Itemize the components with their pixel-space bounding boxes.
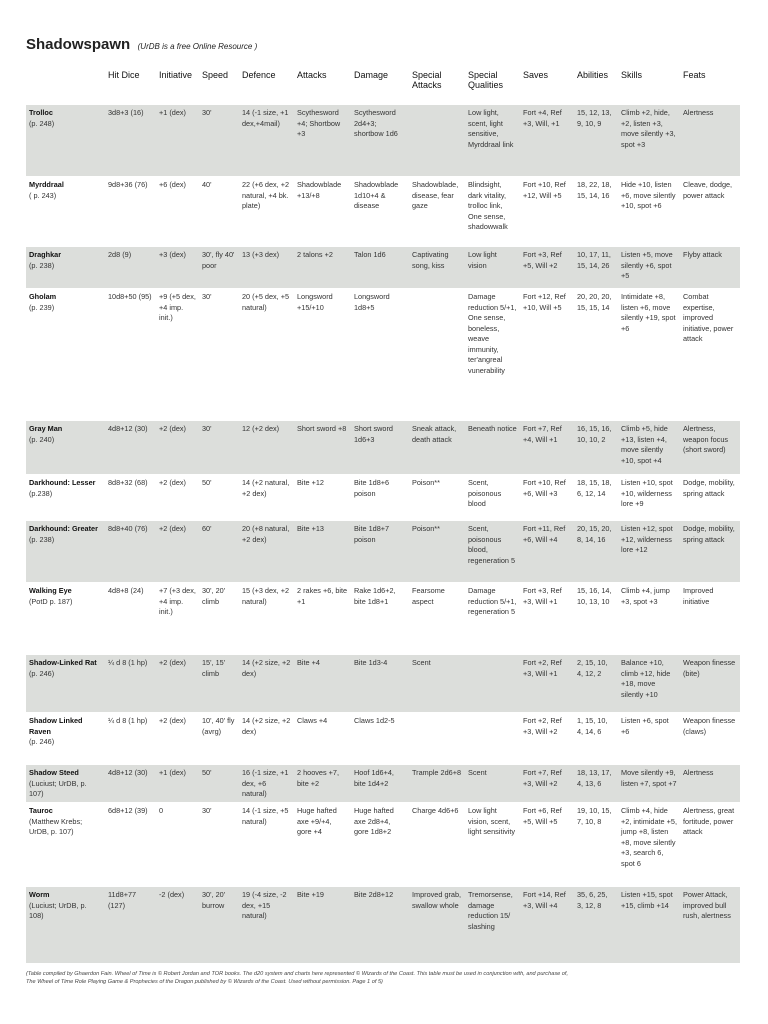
header-cell: Speed bbox=[202, 70, 229, 80]
cell-abilities: 20, 15, 20, 8, 14, 16 bbox=[574, 521, 618, 583]
cell-special-attacks: Sneak attack, death attack bbox=[409, 421, 465, 475]
creature-page-ref: (p. 240) bbox=[29, 434, 55, 444]
cell-hit-dice: 6d8+12 (39) bbox=[105, 803, 156, 887]
creature-page-ref: ( p. 243) bbox=[29, 190, 57, 200]
cell-defence: 14 (-1 size, +5 natural) bbox=[239, 803, 294, 887]
table-row bbox=[26, 289, 740, 421]
header-cell: Special Qualities bbox=[468, 70, 504, 90]
cell-hit-dice: ¼ d 8 (1 hp) bbox=[105, 713, 156, 765]
cell-skills: Move silently +9, listen +7, spot +7 bbox=[618, 765, 680, 803]
table-row bbox=[26, 247, 740, 289]
cell-saves: Fort +14, Ref +3, Will +4 bbox=[520, 887, 574, 963]
cell-defence: 19 (-4 size, -2 dex, +15 natural) bbox=[239, 887, 294, 963]
cell-hit-dice: 8d8+40 (76) bbox=[105, 521, 156, 583]
cell-feats: Flyby attack bbox=[680, 247, 740, 289]
creature-page-ref: (Luciust; UrDB, p. 108) bbox=[29, 900, 87, 920]
cell-initiative: +2 (dex) bbox=[156, 475, 199, 521]
cell-abilities: 16, 15, 16, 10, 10, 2 bbox=[574, 421, 618, 475]
header-cell: Attacks bbox=[297, 70, 327, 80]
cell-special-qualities: Damage reduction 5/+1, One sense, boneless, weave immunity, ter'angreal vunerability bbox=[465, 289, 520, 421]
table-row bbox=[26, 105, 740, 177]
cell-abilities: 18, 22, 18, 15, 14, 16 bbox=[574, 177, 618, 247]
header-cell: Saves bbox=[523, 70, 549, 80]
creature-page-ref: (p.238) bbox=[29, 488, 53, 498]
cell-defence: 15 (+3 dex, +2 natural) bbox=[239, 583, 294, 655]
creature-cell bbox=[26, 713, 105, 765]
cell-skills: Listen +15, spot +15, climb +14 bbox=[618, 887, 680, 963]
cell-saves: Fort +10, Ref +12, Will +5 bbox=[520, 177, 574, 247]
creature-name: Walking Eye bbox=[29, 586, 72, 595]
cell-skills: Intimidate +8, listen +6, move silently +19, spot +6 bbox=[618, 289, 680, 421]
creature-cell bbox=[26, 655, 105, 713]
cell-initiative: +2 (dex) bbox=[156, 713, 199, 765]
cell-initiative: +1 (dex) bbox=[156, 105, 199, 177]
cell-skills: Listen +6, spot +6 bbox=[618, 713, 680, 765]
creature-page-ref: (PotD p. 187) bbox=[29, 596, 73, 606]
table-row bbox=[26, 475, 740, 521]
table-row bbox=[26, 421, 740, 475]
cell-skills: Climb +4, hide +2, intimidate +5, jump +8, listen +8, move silently +3, search 6, spot 6 bbox=[618, 803, 680, 887]
cell-initiative: +7 (+3 dex, +4 imp. init.) bbox=[156, 583, 199, 655]
cell-skills: Listen +5, move silently +6, spot +5 bbox=[618, 247, 680, 289]
cell-speed: 30' bbox=[199, 289, 239, 421]
cell-special-attacks: Scent bbox=[409, 655, 465, 713]
cell-speed: 30', fly 40' poor bbox=[199, 247, 239, 289]
cell-special-qualities: Scent, poisonous blood, regeneration 5 bbox=[465, 521, 520, 583]
cell-saves: Fort +3, Ref +5, Will +2 bbox=[520, 247, 574, 289]
cell-abilities: 35, 6, 25, 3, 12, 8 bbox=[574, 887, 618, 963]
cell-initiative: +3 (dex) bbox=[156, 247, 199, 289]
cell-attacks: Shadowblade +13/+8 bbox=[294, 177, 351, 247]
cell-damage: Hoof 1d6+4, bite 1d4+2 bbox=[351, 765, 409, 803]
cell-abilities: 15, 12, 13, 9, 10, 9 bbox=[574, 105, 618, 177]
header-cell: Abilities bbox=[577, 70, 609, 80]
cell-attacks: Bite +4 bbox=[294, 655, 351, 713]
cell-feats: Alertness, weapon focus (short sword) bbox=[680, 421, 740, 475]
table-body bbox=[26, 105, 740, 963]
cell-defence: 20 (+5 dex, +5 natural) bbox=[239, 289, 294, 421]
creature-name: Shadow-Linked Rat bbox=[29, 658, 97, 667]
header-cell: Feats bbox=[683, 70, 706, 80]
cell-saves: Fort +2, Ref +3, Will +2 bbox=[520, 713, 574, 765]
cell-special-attacks: Captivating song, kiss bbox=[409, 247, 465, 289]
creature-name: Myrddraal bbox=[29, 180, 64, 189]
cell-damage: Scythesword 2d4+3; shortbow 1d6 bbox=[351, 105, 409, 177]
cell-special-qualities: Low light vision bbox=[465, 247, 520, 289]
cell-saves: Fort +3, Ref +3, Will +1 bbox=[520, 583, 574, 655]
cell-initiative: +6 (dex) bbox=[156, 177, 199, 247]
cell-saves: Fort +6, Ref +5, Will +5 bbox=[520, 803, 574, 887]
creature-page-ref: (p. 248) bbox=[29, 118, 55, 128]
cell-feats: Combat expertise, improved initiative, power attack bbox=[680, 289, 740, 421]
table-row bbox=[26, 765, 740, 803]
cell-skills: Climb +5, hide +13, listen +4, move silently +10, spot +4 bbox=[618, 421, 680, 475]
cell-attacks: Longsword +15/+10 bbox=[294, 289, 351, 421]
cell-abilities: 20, 20, 20, 15, 15, 14 bbox=[574, 289, 618, 421]
creature-cell bbox=[26, 803, 105, 887]
creature-name: Tauroc bbox=[29, 806, 53, 815]
cell-defence: 22 (+6 dex, +2 natural, +4 bk. plate) bbox=[239, 177, 294, 247]
cell-initiative: +2 (dex) bbox=[156, 521, 199, 583]
creature-cell bbox=[26, 887, 105, 963]
cell-attacks: Bite +19 bbox=[294, 887, 351, 963]
cell-special-qualities: Low light, scent, light sensitive, Myrddraal link bbox=[465, 105, 520, 177]
cell-special-qualities bbox=[465, 655, 520, 713]
cell-damage: Claws 1d2-5 bbox=[351, 713, 409, 765]
creature-cell bbox=[26, 583, 105, 655]
header-cell: Special Attacks bbox=[412, 70, 442, 90]
cell-speed: 10', 40' fly (avrg) bbox=[199, 713, 239, 765]
cell-skills: Listen +12, spot +12, wilderness lore +12 bbox=[618, 521, 680, 583]
cell-initiative: +1 (dex) bbox=[156, 765, 199, 803]
cell-attacks: Huge hafted axe +9/+4, gore +4 bbox=[294, 803, 351, 887]
table-header bbox=[26, 68, 740, 105]
cell-hit-dice: ¼ d 8 (1 hp) bbox=[105, 655, 156, 713]
cell-skills: Climb +2, hide, +2, listen +3, move silently +3, spot +3 bbox=[618, 105, 680, 177]
cell-skills: Balance +10, climb +12, hide +18, move silently +10 bbox=[618, 655, 680, 713]
cell-skills: Hide +10, listen +6, move silently +10, spot +6 bbox=[618, 177, 680, 247]
table-row bbox=[26, 803, 740, 887]
cell-special-attacks: Fearsome aspect bbox=[409, 583, 465, 655]
cell-speed: 30', 20' climb bbox=[199, 583, 239, 655]
cell-special-attacks: Shadowblade, disease, fear gaze bbox=[409, 177, 465, 247]
cell-speed: 60' bbox=[199, 521, 239, 583]
cell-attacks: Scythesword +4; Shortbow +3 bbox=[294, 105, 351, 177]
creature-page-ref: (Matthew Krebs; UrDB, p. 107) bbox=[29, 816, 83, 836]
cell-feats: Dodge, mobility, spring attack bbox=[680, 475, 740, 521]
creature-cell bbox=[26, 289, 105, 421]
cell-special-qualities: Low light vision, scent, light sensitivity bbox=[465, 803, 520, 887]
cell-attacks: 2 hooves +7, bite +2 bbox=[294, 765, 351, 803]
creature-name: Draghkar bbox=[29, 250, 62, 259]
page-title: Shadowspawn bbox=[26, 36, 131, 53]
header-cell: Skills bbox=[621, 70, 643, 80]
creature-cell bbox=[26, 421, 105, 475]
cell-saves: Fort +11, Ref +6, Will +4 bbox=[520, 521, 574, 583]
cell-damage: Huge hafted axe 2d8+4, gore 1d8+2 bbox=[351, 803, 409, 887]
creature-page-ref: (p. 238) bbox=[29, 534, 55, 544]
cell-attacks: Short sword +8 bbox=[294, 421, 351, 475]
cell-defence: 20 (+8 natural, +2 dex) bbox=[239, 521, 294, 583]
creature-name: Gray Man bbox=[29, 424, 63, 433]
creature-name: Shadow Steed bbox=[29, 768, 79, 777]
cell-hit-dice: 8d8+32 (68) bbox=[105, 475, 156, 521]
cell-saves: Fort +10, Ref +6, Will +3 bbox=[520, 475, 574, 521]
cell-special-attacks bbox=[409, 105, 465, 177]
cell-abilities: 10, 17, 11, 15, 14, 26 bbox=[574, 247, 618, 289]
cell-feats: Weapon finesse (claws) bbox=[680, 713, 740, 765]
creature-page-ref: (p. 246) bbox=[29, 737, 55, 746]
cell-saves: Fort +12, Ref +10, Will +5 bbox=[520, 289, 574, 421]
cell-special-qualities: Scent bbox=[465, 765, 520, 803]
cell-damage: Talon 1d6 bbox=[351, 247, 409, 289]
creature-page-ref: (p. 238) bbox=[29, 260, 55, 270]
table-row bbox=[26, 713, 740, 765]
cell-skills: Listen +10, spot +10, wilderness lore +9 bbox=[618, 475, 680, 521]
cell-hit-dice: 2d8 (9) bbox=[105, 247, 156, 289]
footer-line-2: The Wheel of Time Role Playing Game & Prophecies of the Dragon published by © Wizards of the Coast. Used without permission. Page 1 of 5) bbox=[26, 979, 383, 985]
cell-feats: Dodge, mobility, spring attack bbox=[680, 521, 740, 583]
cell-saves: Fort +2, Ref +3, Will +1 bbox=[520, 655, 574, 713]
table-row bbox=[26, 521, 740, 583]
page-subtitle: (UrDB is a free Online Resource ) bbox=[137, 42, 258, 51]
cell-speed: 15', 15' climb bbox=[199, 655, 239, 713]
cell-special-qualities: Beneath notice bbox=[465, 421, 520, 475]
cell-special-qualities: Blindsight, dark vitality, trolloc link, One sense, shadowwalk bbox=[465, 177, 520, 247]
cell-defence: 12 (+2 dex) bbox=[239, 421, 294, 475]
cell-hit-dice: 10d8+50 (95) bbox=[105, 289, 156, 421]
creature-page-ref: (p. 246) bbox=[29, 668, 55, 678]
cell-special-attacks: Charge 4d6+6 bbox=[409, 803, 465, 887]
cell-damage: Bite 1d3-4 bbox=[351, 655, 409, 713]
creature-page-ref: (p. 239) bbox=[29, 302, 55, 312]
cell-abilities: 19, 10, 15, 7, 10, 8 bbox=[574, 803, 618, 887]
shadowspawn-table bbox=[26, 68, 740, 963]
cell-special-attacks: Improved grab, swallow whole bbox=[409, 887, 465, 963]
cell-special-attacks: Trample 2d6+8 bbox=[409, 765, 465, 803]
creature-name: Darkhound: Lesser bbox=[29, 478, 96, 487]
cell-damage: Short sword 1d6+3 bbox=[351, 421, 409, 475]
cell-special-attacks: Poison** bbox=[409, 521, 465, 583]
creature-name: Darkhound: Greater bbox=[29, 524, 98, 533]
cell-special-attacks bbox=[409, 289, 465, 421]
cell-damage: Shadowblade 1d10+4 & disease bbox=[351, 177, 409, 247]
cell-defence: 13 (+3 dex) bbox=[239, 247, 294, 289]
cell-saves: Fort +7, Ref +4, Will +1 bbox=[520, 421, 574, 475]
cell-abilities: 1, 15, 10, 4, 14, 6 bbox=[574, 713, 618, 765]
creature-name: Trolloc bbox=[29, 108, 53, 117]
creature-cell bbox=[26, 475, 105, 521]
cell-damage: Bite 1d8+6 poison bbox=[351, 475, 409, 521]
cell-speed: 30' bbox=[199, 803, 239, 887]
cell-feats: Power Attack, improved bull rush, alertness bbox=[680, 887, 740, 963]
cell-damage: Longsword 1d8+5 bbox=[351, 289, 409, 421]
cell-initiative: 0 bbox=[156, 803, 199, 887]
cell-hit-dice: 4d8+12 (30) bbox=[105, 421, 156, 475]
cell-speed: 40' bbox=[199, 177, 239, 247]
creature-cell bbox=[26, 247, 105, 289]
table-row bbox=[26, 583, 740, 655]
cell-defence: 16 (-1 size, +1 dex, +6 natural) bbox=[239, 765, 294, 803]
table-row bbox=[26, 887, 740, 963]
cell-initiative: +2 (dex) bbox=[156, 655, 199, 713]
cell-defence: 14 (+2 size, +2 dex) bbox=[239, 713, 294, 765]
footer-note bbox=[26, 970, 746, 986]
cell-speed: 50' bbox=[199, 765, 239, 803]
cell-special-qualities: Tremorsense, damage reduction 15/ slashing bbox=[465, 887, 520, 963]
cell-speed: 30', 20' burrow bbox=[199, 887, 239, 963]
cell-attacks: 2 rakes +6, bite +1 bbox=[294, 583, 351, 655]
cell-abilities: 15, 16, 14, 10, 13, 10 bbox=[574, 583, 618, 655]
cell-hit-dice: 11d8+77 (127) bbox=[105, 887, 156, 963]
cell-special-attacks: Poison** bbox=[409, 475, 465, 521]
creature-name: Worm bbox=[29, 890, 50, 899]
cell-hit-dice: 3d8+3 (16) bbox=[105, 105, 156, 177]
cell-feats: Improved initiative bbox=[680, 583, 740, 655]
cell-hit-dice: 9d8+36 (76) bbox=[105, 177, 156, 247]
cell-attacks: Bite +13 bbox=[294, 521, 351, 583]
cell-speed: 30' bbox=[199, 421, 239, 475]
cell-special-qualities bbox=[465, 713, 520, 765]
cell-abilities: 2, 15, 10, 4, 12, 2 bbox=[574, 655, 618, 713]
cell-speed: 50' bbox=[199, 475, 239, 521]
cell-skills: Climb +4, jump +3, spot +3 bbox=[618, 583, 680, 655]
cell-initiative: -2 (dex) bbox=[156, 887, 199, 963]
cell-defence: 14 (+2 natural, +2 dex) bbox=[239, 475, 294, 521]
cell-attacks: Bite +12 bbox=[294, 475, 351, 521]
cell-defence: 14 (+2 size, +2 dex) bbox=[239, 655, 294, 713]
cell-feats: Alertness, great fortitude, power attack bbox=[680, 803, 740, 887]
cell-speed: 30' bbox=[199, 105, 239, 177]
table-row bbox=[26, 655, 740, 713]
cell-hit-dice: 4d8+12 (30) bbox=[105, 765, 156, 803]
header-cell: Defence bbox=[242, 70, 276, 80]
cell-special-qualities: Damage reduction 5/+1, regeneration 5 bbox=[465, 583, 520, 655]
cell-feats: Weapon finesse (bite) bbox=[680, 655, 740, 713]
cell-damage: Bite 2d8+12 bbox=[351, 887, 409, 963]
creature-page-ref: (Luciust; UrDB, p. 107) bbox=[29, 778, 87, 798]
cell-hit-dice: 4d8+8 (24) bbox=[105, 583, 156, 655]
creature-cell bbox=[26, 177, 105, 247]
cell-feats: Alertness bbox=[680, 765, 740, 803]
cell-defence: 14 (-1 size, +1 dex,+4mail) bbox=[239, 105, 294, 177]
page-header bbox=[26, 36, 257, 54]
creature-cell bbox=[26, 521, 105, 583]
creature-cell bbox=[26, 105, 105, 177]
cell-attacks: 2 talons +2 bbox=[294, 247, 351, 289]
cell-damage: Rake 1d6+2, bite 1d8+1 bbox=[351, 583, 409, 655]
cell-abilities: 18, 13, 17, 4, 13, 6 bbox=[574, 765, 618, 803]
cell-special-attacks bbox=[409, 713, 465, 765]
cell-initiative: +9 (+5 dex, +4 imp. init.) bbox=[156, 289, 199, 421]
header-cell: Damage bbox=[354, 70, 389, 80]
header-cell: Initiative bbox=[159, 70, 193, 80]
header-cell: Hit Dice bbox=[108, 70, 140, 80]
creature-name: Shadow Linked Raven bbox=[29, 716, 83, 736]
header-cell-name bbox=[26, 68, 105, 105]
cell-saves: Fort +7, Ref +3, Will +2 bbox=[520, 765, 574, 803]
cell-feats: Cleave, dodge, power attack bbox=[680, 177, 740, 247]
header-row bbox=[26, 68, 740, 105]
cell-attacks: Claws +4 bbox=[294, 713, 351, 765]
cell-initiative: +2 (dex) bbox=[156, 421, 199, 475]
cell-damage: Bite 1d8+7 poison bbox=[351, 521, 409, 583]
cell-abilities: 18, 15, 18, 6, 12, 14 bbox=[574, 475, 618, 521]
table-row bbox=[26, 177, 740, 247]
cell-saves: Fort +4, Ref +3, Will, +1 bbox=[520, 105, 574, 177]
footer-line-1: (Table compiled by Ghaerdon Fain. Wheel of Time is © Robert Jordan and TOR books. The d20 system and charts here represented © Wizards of the Coast. This table must be used in conjunction with, and purchase of, bbox=[26, 971, 569, 977]
creature-cell bbox=[26, 765, 105, 803]
cell-feats: Alertness bbox=[680, 105, 740, 177]
creature-name: Gholam bbox=[29, 292, 57, 301]
cell-special-qualities: Scent, poisonous blood bbox=[465, 475, 520, 521]
